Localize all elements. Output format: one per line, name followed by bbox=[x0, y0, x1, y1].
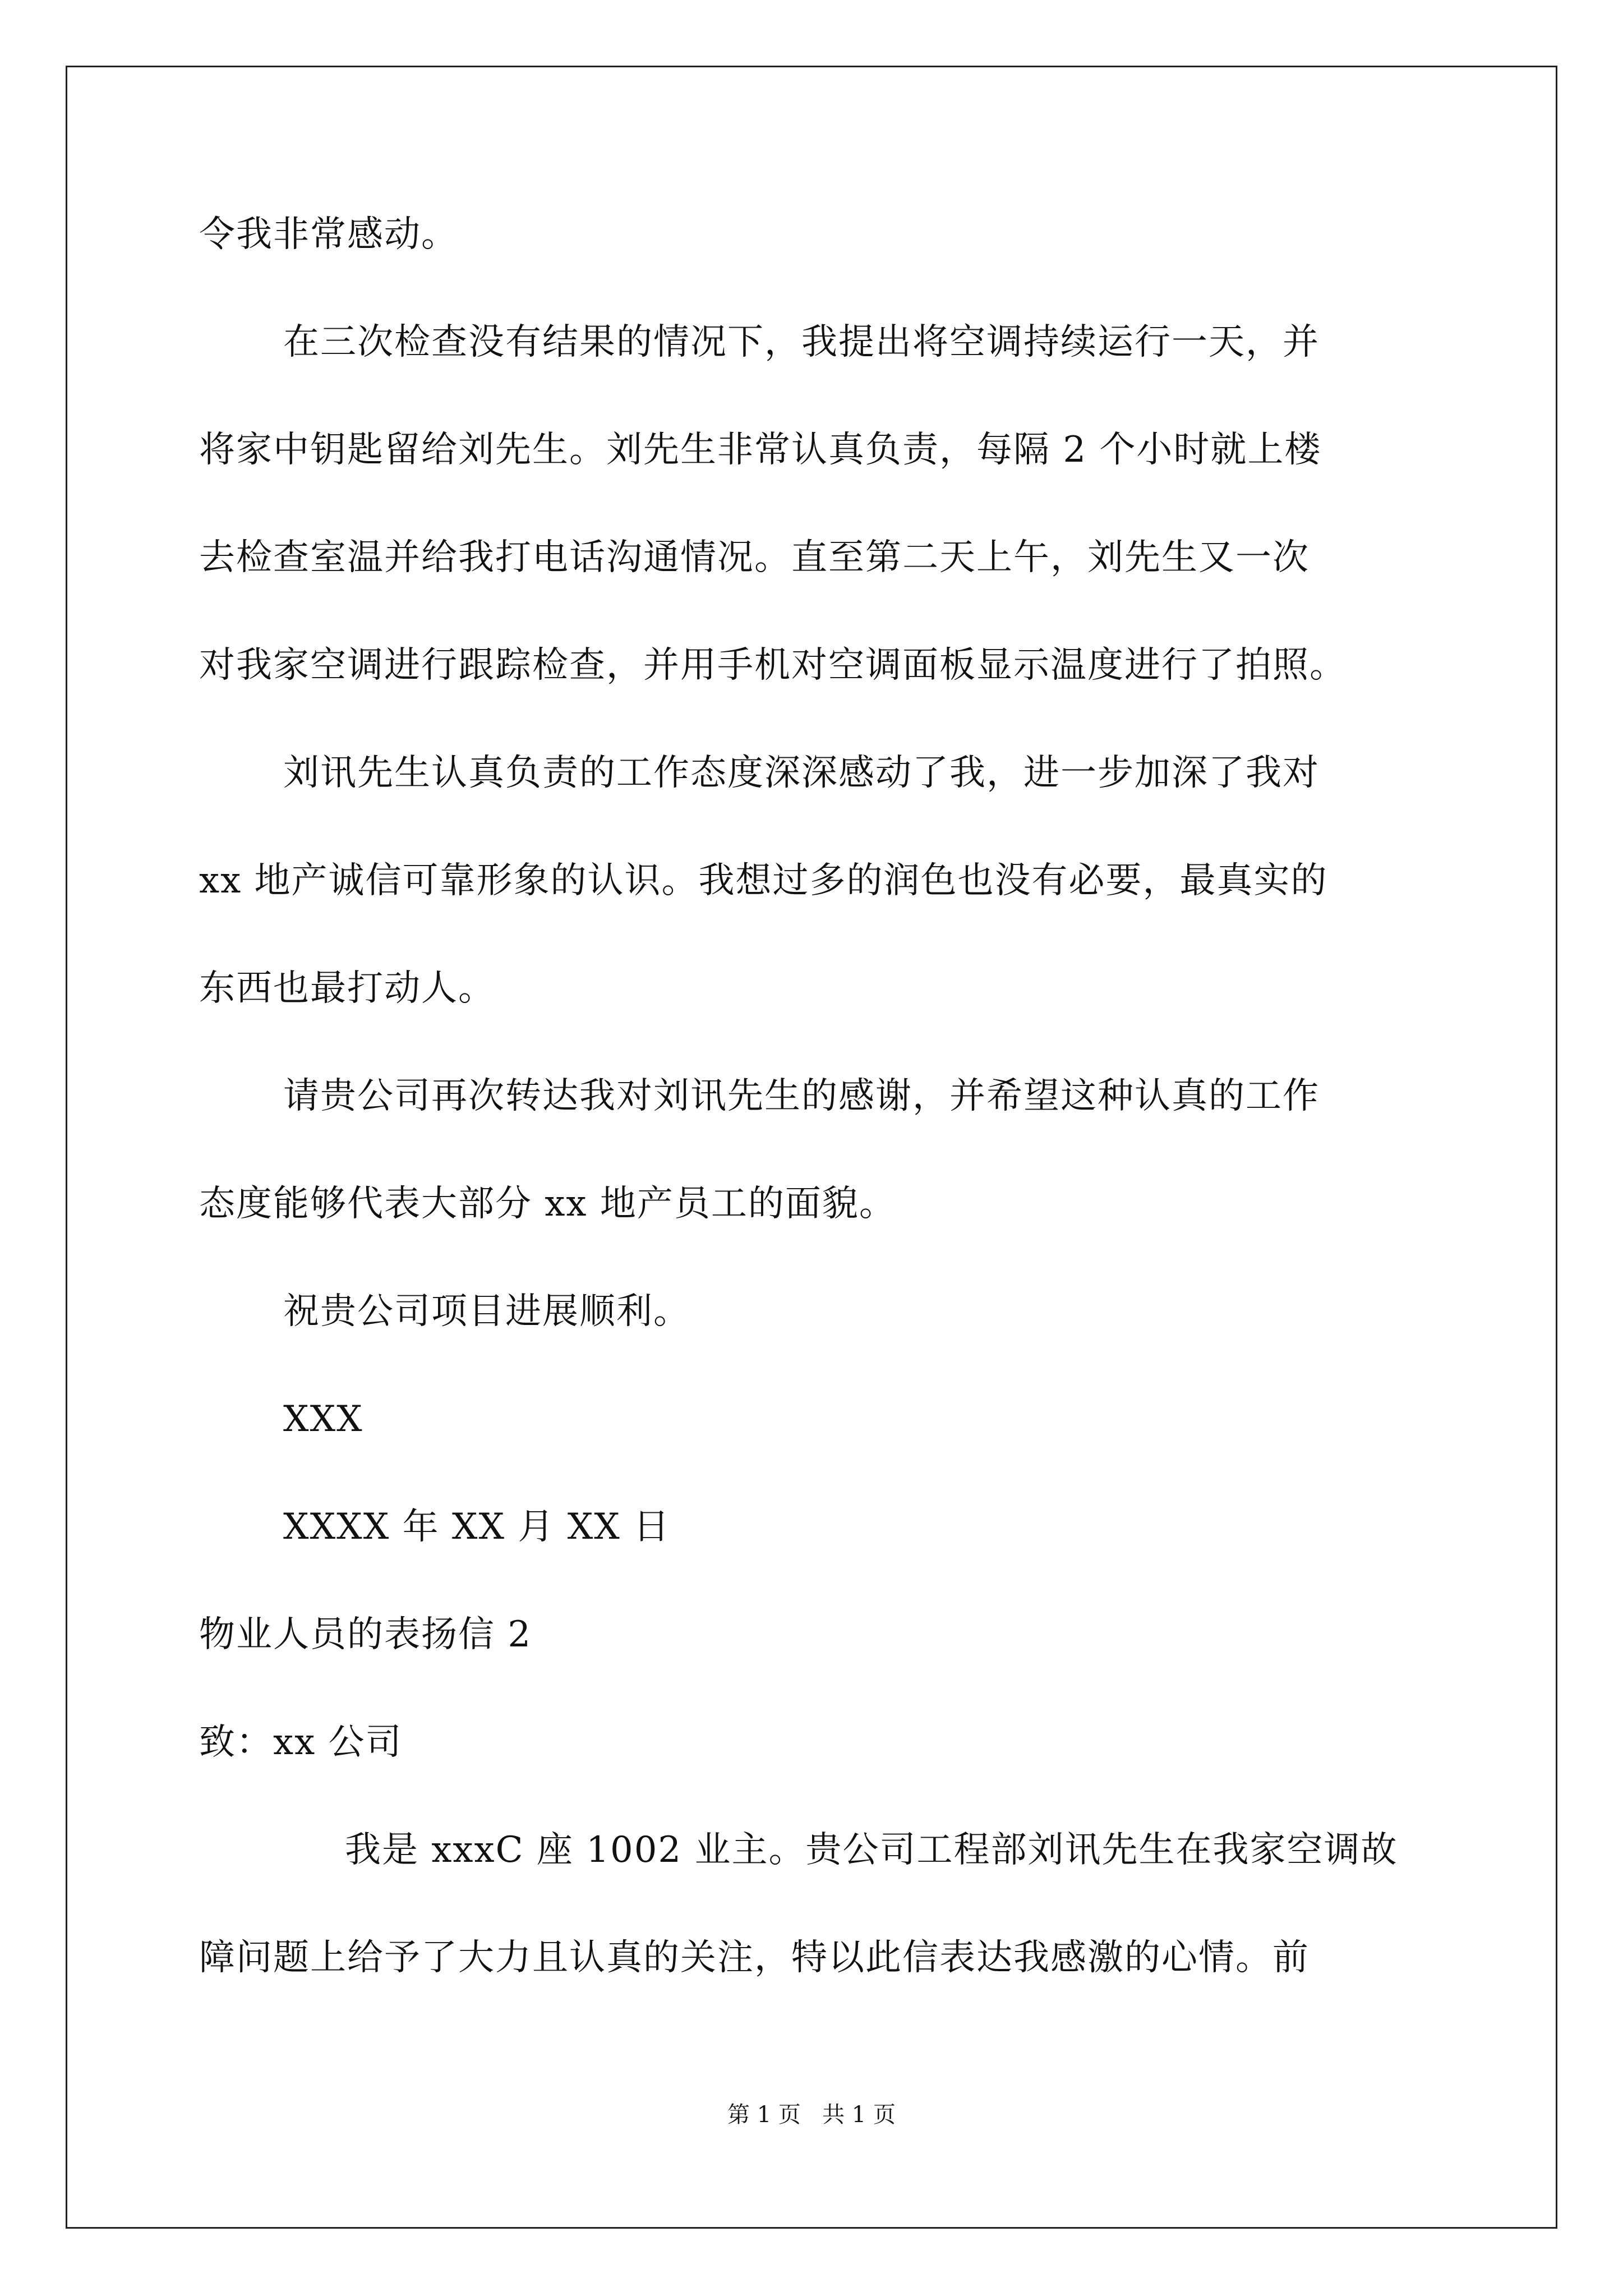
body-line-6: 刘讯先生认真负责的工作态度深深感动了我，进一步加深了我对 bbox=[283, 752, 1320, 794]
body-line-7: xx 地产诚信可靠形象的认识。我想过多的润色也没有必要，最真实的 bbox=[199, 860, 1328, 901]
signature-date: XXXX 年 XX 月 XX 日 bbox=[283, 1506, 671, 1548]
body-line-5: 对我家空调进行跟踪检查，并用手机对空调面板显示温度进行了拍照。 bbox=[199, 645, 1347, 686]
body-line-4: 去检查室温并给我打电话沟通情况。直至第二天上午，刘先生又一次 bbox=[199, 537, 1310, 578]
closing-wish: 祝贵公司项目进展顺利。 bbox=[283, 1291, 690, 1332]
body-line-10: 态度能够代表大部分 xx 地产员工的面貌。 bbox=[199, 1183, 896, 1225]
section-title: 物业人员的表扬信 2 bbox=[199, 1614, 532, 1655]
signature-name: XXX bbox=[283, 1398, 363, 1440]
body-line-3: 将家中钥匙留给刘先生。刘先生非常认真负责，每隔 2 个小时就上楼 bbox=[199, 429, 1322, 471]
body-line-2: 在三次检查没有结果的情况下，我提出将空调持续运行一天，并 bbox=[283, 321, 1320, 363]
body-line-9: 请贵公司再次转达我对刘讯先生的感谢，并希望这种认真的工作 bbox=[283, 1075, 1320, 1117]
body-line-8: 东西也最打动人。 bbox=[199, 968, 495, 1009]
body-line-1: 令我非常感动。 bbox=[199, 214, 458, 255]
page-footer: 第 1 页 共 1 页 bbox=[727, 2102, 896, 2128]
body-line-11: 我是 xxxC 座 1002 业主。贵公司工程部刘讯先生在我家空调故 bbox=[345, 1829, 1398, 1871]
salutation: 致：xx 公司 bbox=[199, 1722, 403, 1763]
page-border bbox=[66, 66, 1557, 2229]
body-line-12: 障问题上给予了大力且认真的关注，特以此信表达我感激的心情。前 bbox=[199, 1937, 1310, 1978]
